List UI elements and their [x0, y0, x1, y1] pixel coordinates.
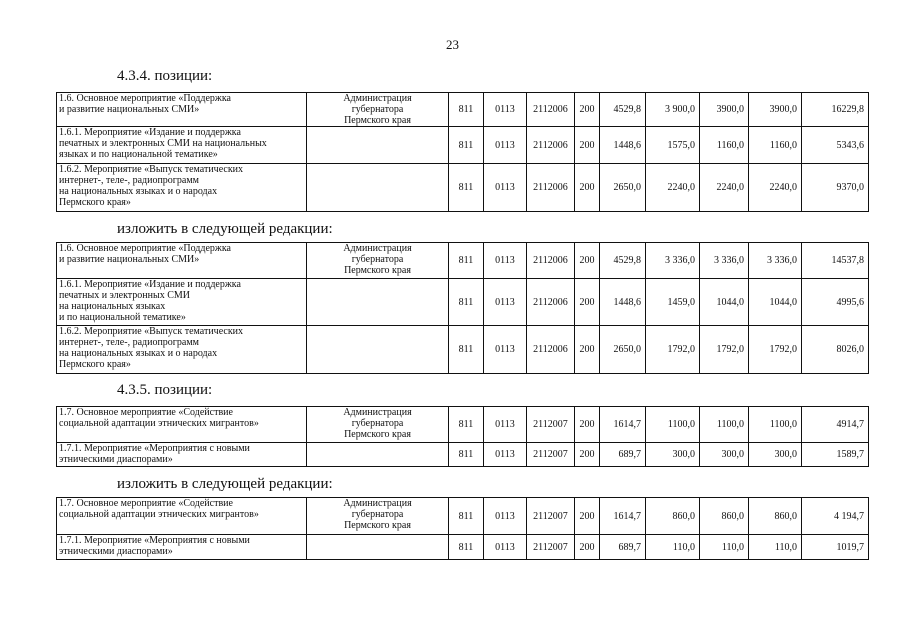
row-code-section: 0113 — [484, 127, 527, 164]
table-row — [57, 127, 869, 164]
row-executor — [307, 535, 449, 560]
row-value-1: 1614,7 — [600, 407, 646, 443]
row-total: 9370,0 — [802, 164, 869, 212]
row-value-3: 1100,0 — [700, 407, 749, 443]
row-code-type: 200 — [575, 498, 600, 535]
row-name: 1.6.1. Мероприятие «Издание и поддержка печатных и электронных СМИ на национальных языках и по национальной тематике» — [57, 279, 307, 326]
row-value-1: 2650,0 — [600, 326, 646, 374]
table-4-3-5-old — [56, 406, 869, 467]
row-value-2: 3 900,0 — [646, 93, 700, 127]
row-code-target: 2112006 — [527, 93, 575, 127]
section-heading-new-2: изложить в следующей редакции: — [117, 476, 333, 492]
row-name: 1.6.2. Мероприятие «Выпуск тематических интернет-, теле-, радиопрограмм на национальных языках и о народах Пермского края» — [57, 164, 307, 212]
table-row — [57, 243, 869, 279]
row-code-section: 0113 — [484, 243, 527, 279]
row-value-1: 4529,8 — [600, 93, 646, 127]
row-executor: Администрация губернатора Пермского края — [307, 93, 449, 127]
row-value-2: 110,0 — [646, 535, 700, 560]
row-name: 1.7.1. Мероприятие «Мероприятия с новыми этническими диаспорами» — [57, 443, 307, 467]
row-code-admin: 811 — [449, 279, 484, 326]
row-executor — [307, 443, 449, 467]
table-4-3-4-old — [56, 92, 869, 212]
row-code-target: 2112006 — [527, 127, 575, 164]
section-heading-new-1: изложить в следующей редакции: — [117, 221, 333, 237]
row-value-3: 1160,0 — [700, 127, 749, 164]
row-value-4: 1100,0 — [749, 407, 802, 443]
row-value-2: 3 336,0 — [646, 243, 700, 279]
table-row — [57, 164, 869, 212]
row-code-admin: 811 — [449, 326, 484, 374]
row-code-admin: 811 — [449, 164, 484, 212]
row-value-4: 2240,0 — [749, 164, 802, 212]
row-value-4: 860,0 — [749, 498, 802, 535]
row-value-1: 689,7 — [600, 535, 646, 560]
row-code-type: 200 — [575, 127, 600, 164]
row-code-type: 200 — [575, 535, 600, 560]
row-value-3: 860,0 — [700, 498, 749, 535]
section-heading-4-3-5: 4.3.5. позиции: — [117, 382, 213, 398]
table-row — [57, 326, 869, 374]
row-value-3: 1044,0 — [700, 279, 749, 326]
row-code-section: 0113 — [484, 164, 527, 212]
row-code-section: 0113 — [484, 93, 527, 127]
row-name: 1.7. Основное мероприятие «Содействие социальной адаптации этнических мигрантов» — [57, 498, 307, 535]
row-executor: Администрация губернатора Пермского края — [307, 243, 449, 279]
table-row — [57, 407, 869, 443]
row-code-admin: 811 — [449, 127, 484, 164]
row-code-type: 200 — [575, 93, 600, 127]
row-name: 1.6.1. Мероприятие «Издание и поддержка печатных и электронных СМИ на национальных языках и по национальной тематике» — [57, 127, 307, 164]
row-code-target: 2112006 — [527, 326, 575, 374]
row-code-target: 2112007 — [527, 498, 575, 535]
row-code-target: 2112006 — [527, 279, 575, 326]
page-number: 23 — [446, 37, 459, 52]
row-name: 1.6. Основное мероприятие «Поддержка и развитие национальных СМИ» — [57, 93, 307, 127]
row-value-2: 300,0 — [646, 443, 700, 467]
row-total: 4 194,7 — [802, 498, 869, 535]
row-code-target: 2112007 — [527, 407, 575, 443]
row-value-1: 1448,6 — [600, 127, 646, 164]
row-code-admin: 811 — [449, 498, 484, 535]
row-name: 1.7. Основное мероприятие «Содействие социальной адаптации этнических мигрантов» — [57, 407, 307, 443]
row-total: 8026,0 — [802, 326, 869, 374]
table-4-3-5-new — [56, 497, 869, 560]
row-value-4: 3900,0 — [749, 93, 802, 127]
row-name: 1.6.2. Мероприятие «Выпуск тематических интернет-, теле-, радиопрограмм на национальных языках и о народах Пермского края» — [57, 326, 307, 374]
row-value-2: 1792,0 — [646, 326, 700, 374]
table-row — [57, 498, 869, 535]
row-code-admin: 811 — [449, 243, 484, 279]
row-code-section: 0113 — [484, 326, 527, 374]
row-total: 14537,8 — [802, 243, 869, 279]
row-value-2: 2240,0 — [646, 164, 700, 212]
row-value-3: 1792,0 — [700, 326, 749, 374]
row-code-admin: 811 — [449, 93, 484, 127]
row-executor — [307, 164, 449, 212]
row-value-4: 110,0 — [749, 535, 802, 560]
row-code-type: 200 — [575, 243, 600, 279]
row-total: 4995,6 — [802, 279, 869, 326]
row-code-type: 200 — [575, 279, 600, 326]
row-code-target: 2112006 — [527, 164, 575, 212]
row-value-4: 300,0 — [749, 443, 802, 467]
row-value-4: 1044,0 — [749, 279, 802, 326]
row-total: 5343,6 — [802, 127, 869, 164]
row-code-type: 200 — [575, 164, 600, 212]
row-executor — [307, 127, 449, 164]
row-code-type: 200 — [575, 326, 600, 374]
row-executor: Администрация губернатора Пермского края — [307, 407, 449, 443]
row-code-admin: 811 — [449, 443, 484, 467]
row-total: 1589,7 — [802, 443, 869, 467]
row-value-3: 110,0 — [700, 535, 749, 560]
row-value-1: 689,7 — [600, 443, 646, 467]
row-value-2: 860,0 — [646, 498, 700, 535]
row-value-1: 2650,0 — [600, 164, 646, 212]
row-value-3: 3 336,0 — [700, 243, 749, 279]
row-value-2: 1459,0 — [646, 279, 700, 326]
row-executor: Администрация губернатора Пермского края — [307, 498, 449, 535]
row-value-3: 300,0 — [700, 443, 749, 467]
row-value-2: 1575,0 — [646, 127, 700, 164]
row-value-1: 4529,8 — [600, 243, 646, 279]
table-row — [57, 279, 869, 326]
row-total: 1019,7 — [802, 535, 869, 560]
row-executor — [307, 279, 449, 326]
row-code-target: 2112006 — [527, 243, 575, 279]
row-value-4: 1792,0 — [749, 326, 802, 374]
row-name: 1.6. Основное мероприятие «Поддержка и развитие национальных СМИ» — [57, 243, 307, 279]
row-code-section: 0113 — [484, 407, 527, 443]
row-code-type: 200 — [575, 407, 600, 443]
row-value-4: 1160,0 — [749, 127, 802, 164]
row-total: 16229,8 — [802, 93, 869, 127]
row-code-section: 0113 — [484, 498, 527, 535]
row-value-3: 2240,0 — [700, 164, 749, 212]
row-value-4: 3 336,0 — [749, 243, 802, 279]
row-code-section: 0113 — [484, 535, 527, 560]
row-code-type: 200 — [575, 443, 600, 467]
row-value-1: 1614,7 — [600, 498, 646, 535]
row-code-admin: 811 — [449, 535, 484, 560]
table-row — [57, 443, 869, 467]
row-value-2: 1100,0 — [646, 407, 700, 443]
row-value-3: 3900,0 — [700, 93, 749, 127]
row-code-section: 0113 — [484, 279, 527, 326]
table-row — [57, 93, 869, 127]
table-4-3-4-new — [56, 242, 869, 374]
row-name: 1.7.1. Мероприятие «Мероприятия с новыми этническими диаспорами» — [57, 535, 307, 560]
row-value-1: 1448,6 — [600, 279, 646, 326]
row-code-target: 2112007 — [527, 443, 575, 467]
row-total: 4914,7 — [802, 407, 869, 443]
row-code-admin: 811 — [449, 407, 484, 443]
table-row — [57, 535, 869, 560]
row-code-target: 2112007 — [527, 535, 575, 560]
row-code-section: 0113 — [484, 443, 527, 467]
section-heading-4-3-4: 4.3.4. позиции: — [117, 68, 213, 84]
row-executor — [307, 326, 449, 374]
